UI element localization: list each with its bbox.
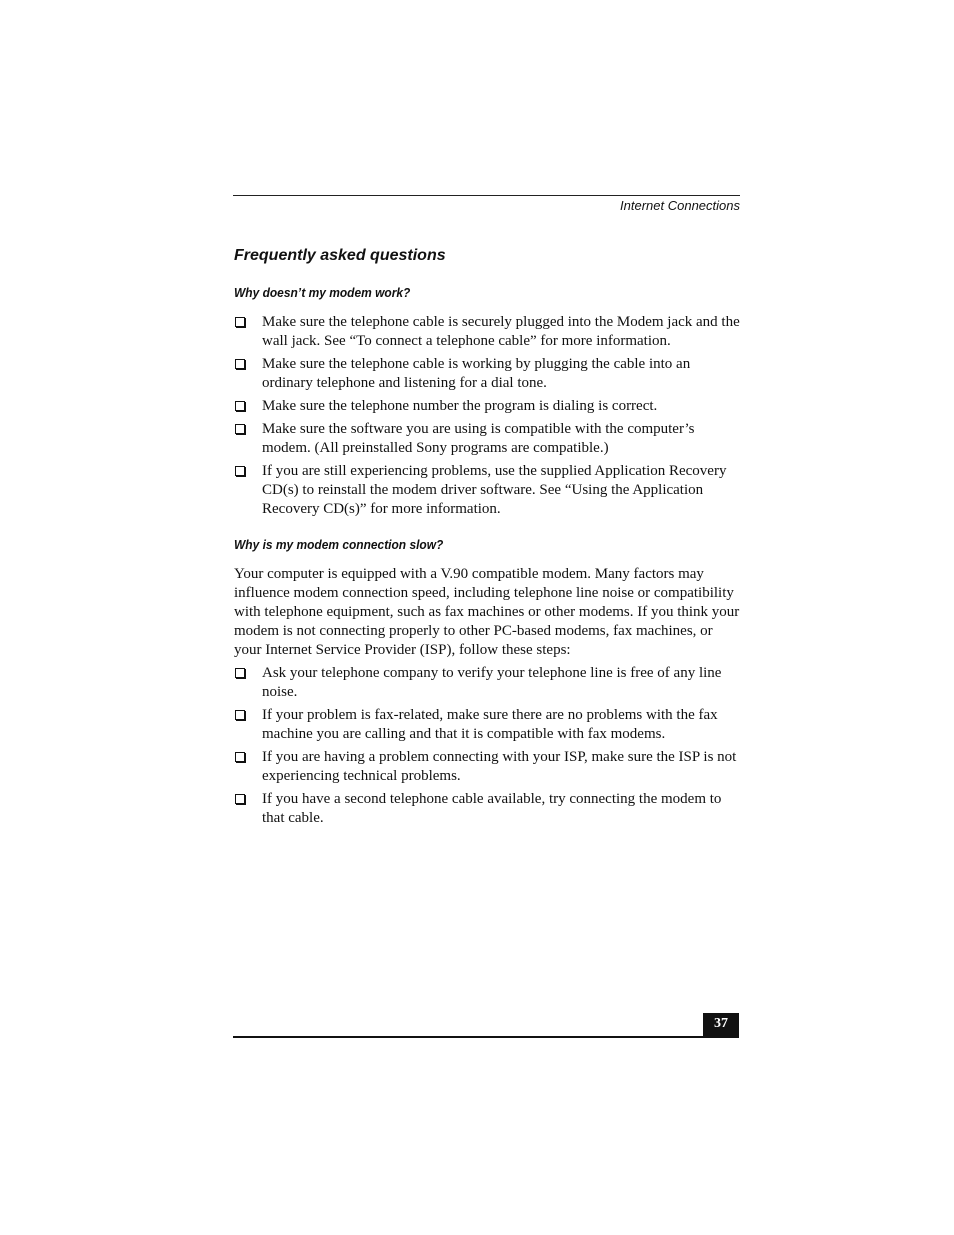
list-item-text: Make sure the telephone cable is securely plugged into the Modem jack and the wall jack. See “To connect a telephone cable” for more information. [262,314,740,349]
page-number: 37 [703,1013,739,1037]
list-item [234,397,740,416]
checkbox-bullet-icon [235,401,245,411]
faq-question-slow-connection: Why is my modem connection slow? [234,537,444,552]
list-item-text: If your problem is fax-related, make sure there are no problems with the fax machine you are calling and that it is compatible with fax modems. [262,707,718,742]
list-item-text: If you have a second telephone cable available, try connecting the modem to that cable. [262,791,722,826]
faq-question-modem-not-working: Why doesn’t my modem work? [234,285,411,300]
list-item [234,706,740,744]
checkbox-bullet-icon [235,710,245,720]
list-item-text: If you are having a problem connecting with your ISP, make sure the ISP is not experiencing technical problems. [262,749,737,784]
list-item [234,355,740,393]
checkbox-bullet-icon [235,424,245,434]
list-item [234,748,740,786]
list-item-text: If you are still experiencing problems, use the supplied Application Recovery CD(s) to reinstall the modem driver software. See “Using the Application Recovery CD(s)” for more information. [262,463,727,517]
list-item [234,313,740,351]
section-title: Frequently asked questions [234,247,446,264]
list-item-text: Make sure the telephone cable is working by plugging the cable into an ordinary telephone and listening for a dial tone. [262,356,691,391]
checkbox-bullet-icon [235,317,245,327]
list-item [234,790,740,828]
running-head: Internet Connections [620,198,740,213]
footer-rule [233,1036,739,1038]
page-content [234,246,740,832]
list-item-text: Make sure the software you are using is compatible with the computer’s modem. (All preinstalled Sony programs are compatible.) [262,421,695,456]
faq-answer-paragraph-slow-connection: Your computer is equipped with a V.90 compatible modem. Many factors may influence modem connection speed, including telephone line noise or compatibility with telephone equipment, such as fax machines or other modems. If you think your modem is not connecting properly to other PC-based modems, fax machines, or your Internet Service Provider (ISP), follow these steps: [234,566,740,658]
checkbox-bullet-icon [235,359,245,369]
checkbox-bullet-icon [235,752,245,762]
faq-answer-list-slow-connection [234,664,740,828]
faq-answer-list-modem-not-working [234,313,740,519]
list-item [234,462,740,519]
checkbox-bullet-icon [235,794,245,804]
header-rule [233,195,740,196]
checkbox-bullet-icon [235,668,245,678]
list-item [234,420,740,458]
checkbox-bullet-icon [235,466,245,476]
list-item-text: Ask your telephone company to verify your telephone line is free of any line noise. [262,665,722,700]
list-item-text: Make sure the telephone number the program is dialing is correct. [262,398,658,414]
list-item [234,664,740,702]
